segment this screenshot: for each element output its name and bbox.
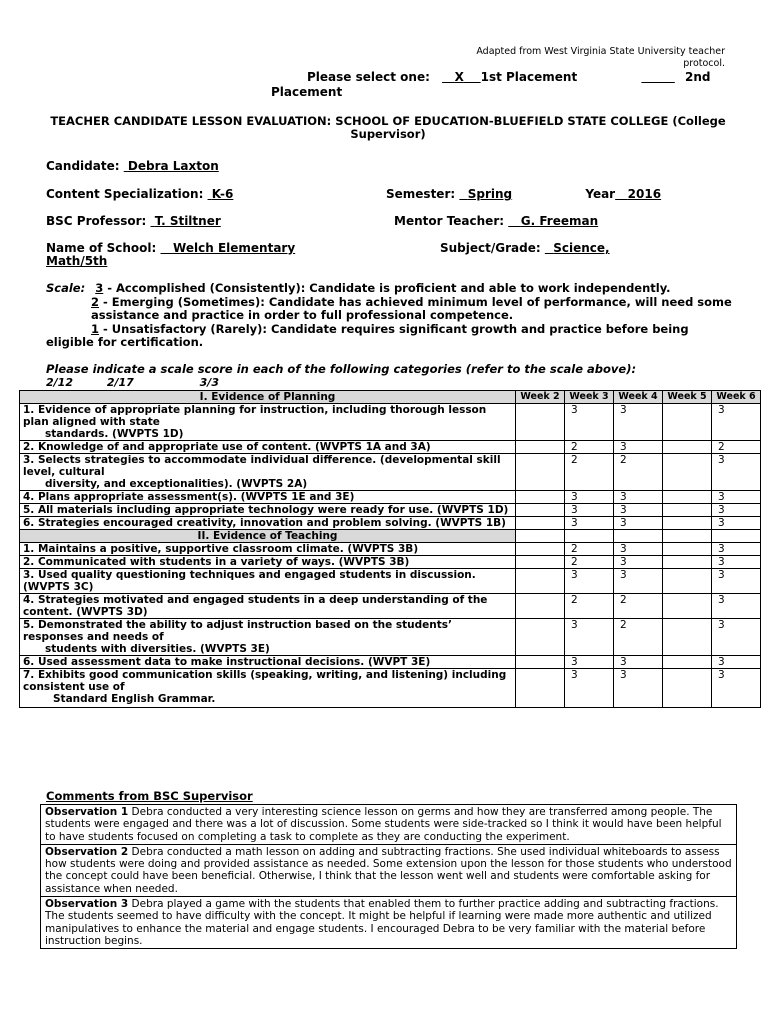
score-cell[interactable] bbox=[663, 594, 712, 619]
select-label: Please select one: bbox=[307, 70, 430, 84]
score-cell[interactable]: 3 bbox=[712, 504, 761, 517]
score-cell[interactable] bbox=[516, 656, 565, 669]
score-cell[interactable] bbox=[663, 619, 712, 656]
scale-3-text: - Accomplished (Consistently): Candidate is proficient and able to work independently. bbox=[103, 281, 671, 295]
score-cell[interactable] bbox=[516, 569, 565, 594]
score-cell[interactable] bbox=[516, 404, 565, 441]
score-cell[interactable]: 3 bbox=[614, 441, 663, 454]
scale-2-line-2: assistance and practice in order to full professional competence. bbox=[91, 308, 514, 322]
score-cell[interactable] bbox=[663, 517, 712, 530]
second-placement-mark[interactable] bbox=[581, 70, 674, 84]
score-cell[interactable]: 3 bbox=[614, 491, 663, 504]
score-cell[interactable]: 3 bbox=[712, 517, 761, 530]
school-field[interactable]: Welch Elementary bbox=[173, 241, 296, 255]
form-title: TEACHER CANDIDATE LESSON EVALUATION: SCHOOL OF EDUCATION-BLUEFIELD STATE COLLEGE (College Supervisor) bbox=[50, 114, 726, 141]
score-cell[interactable]: 3 bbox=[565, 619, 614, 656]
content-field[interactable]: K-6 bbox=[211, 187, 234, 201]
observation-2-comment[interactable]: Observation 2 Debra conducted a math lesson on adding and subtracting fractions. She used individual whiteboards to assess how students were doing and provided assistance as needed. Some extension upon the lesson for those students who understood the concept could have been beneficial. Otherwise, I think that the lesson went well and students were comfortable asking for assistance when needed. bbox=[41, 844, 737, 896]
score-cell[interactable]: 3 bbox=[712, 543, 761, 556]
observation-1-comment[interactable]: Observation 1 Debra conducted a very interesting science lesson on germs and how they are transferred among people. The students were engaged and there was a lot of discussion. Some students were side-tracked so I think it would have been helpful to have students focused on completing a task to complete as they are conducting the experiment. bbox=[41, 805, 737, 845]
first-placement-mark[interactable]: X bbox=[454, 70, 464, 84]
score-cell[interactable]: 3 bbox=[565, 669, 614, 708]
observation-3-comment[interactable]: Observation 3 Debra played a game with the students that enabled them to further practice adding and subtracting fractions. The students seemed to have difficulty with the concept. It might be helpful if learning were made more authentic and utilized manipulatives to enhance the material and engage students. I encouraged Debra to be very familiar with the material before instruction begins. bbox=[41, 897, 737, 949]
score-cell[interactable] bbox=[516, 594, 565, 619]
observation-row bbox=[41, 805, 737, 845]
score-cell[interactable]: 3 bbox=[614, 504, 663, 517]
subject-row-continued bbox=[46, 254, 194, 268]
instructions-text: Please indicate a scale score in each of the following categories (refer to the scale above): bbox=[46, 362, 637, 376]
score-cell[interactable]: 3 bbox=[565, 491, 614, 504]
week-2-header: Week 2 bbox=[516, 391, 565, 404]
score-cell[interactable]: 3 bbox=[712, 491, 761, 504]
score-cell[interactable] bbox=[516, 491, 565, 504]
table-row: 1. Maintains a positive, supportive classroom climate. (WVPTS 3B) 2 3 3 bbox=[20, 543, 761, 556]
table-row: 7. Exhibits good communication skills (speaking, writing, and listening) including consistent use of Standard English Grammar. 3 3 3 bbox=[20, 669, 761, 708]
week-4-header: Week 4 bbox=[614, 391, 663, 404]
professor-row bbox=[46, 214, 365, 228]
professor-field[interactable]: T. Stiltner bbox=[154, 214, 221, 228]
score-cell[interactable] bbox=[663, 404, 712, 441]
content-label: Content Specialization: bbox=[46, 187, 204, 201]
adapted-from-note bbox=[450, 46, 725, 70]
score-cell[interactable] bbox=[663, 543, 712, 556]
score-cell[interactable]: 3 bbox=[614, 404, 663, 441]
mentor-label: Mentor Teacher: bbox=[394, 214, 505, 228]
date-3: 3/3 bbox=[199, 376, 219, 389]
scale-2-line: 2 - Emerging (Sometimes): Candidate has achieved minimum level of performance, will need some bbox=[91, 294, 732, 309]
placement-selection bbox=[48, 70, 738, 100]
section-teaching-header: II. Evidence of Teaching bbox=[20, 530, 516, 543]
candidate-row bbox=[46, 159, 644, 173]
subject-field[interactable]: Science, bbox=[553, 241, 610, 255]
school-label: Name of School: bbox=[46, 241, 157, 255]
date-2: 2/17 bbox=[106, 376, 134, 389]
score-cell[interactable]: 3 bbox=[712, 454, 761, 491]
score-cell[interactable]: 2 bbox=[565, 556, 614, 569]
score-cell[interactable]: 3 bbox=[614, 556, 663, 569]
score-cell[interactable]: 3 bbox=[565, 517, 614, 530]
score-cell[interactable]: 3 bbox=[614, 543, 663, 556]
table-row: 5. All materials including appropriate technology were ready for use. (WVPTS 1D) 3 3 3 bbox=[20, 504, 761, 517]
score-cell[interactable]: 3 bbox=[565, 504, 614, 517]
adapted-line-2: protocol. bbox=[683, 58, 725, 69]
scale-1-line: 1 - Unsatisfactory (Rarely): Candidate requires significant growth and practice before being bbox=[91, 321, 689, 336]
score-cell[interactable]: 3 bbox=[712, 569, 761, 594]
score-cell[interactable] bbox=[663, 556, 712, 569]
subject-row bbox=[440, 241, 615, 255]
score-cell[interactable] bbox=[516, 517, 565, 530]
semester-label: Semester: bbox=[386, 187, 456, 201]
score-cell[interactable]: 2 bbox=[565, 594, 614, 619]
scale-label: Scale: bbox=[46, 281, 86, 295]
table-row: 3. Used quality questioning techniques and engaged students in discussion. (WVPTS 3C) 3 3 3 bbox=[20, 569, 761, 594]
table-row: 6. Used assessment data to make instructional decisions. (WVPT 3E) 3 3 3 bbox=[20, 656, 761, 669]
mentor-field[interactable]: G. Freeman bbox=[520, 214, 599, 228]
score-cell[interactable]: 3 bbox=[712, 404, 761, 441]
subject-label: Subject/Grade: bbox=[440, 241, 541, 255]
score-cell[interactable] bbox=[516, 454, 565, 491]
score-cell[interactable]: 3 bbox=[614, 569, 663, 594]
placement-word: Placement bbox=[271, 85, 343, 99]
score-cell[interactable] bbox=[663, 504, 712, 517]
score-cell[interactable]: 3 bbox=[712, 669, 761, 708]
content-specialization-row bbox=[46, 187, 356, 201]
scale-1-line-2: eligible for certification. bbox=[46, 335, 204, 349]
section-planning-header: I. Evidence of Planning bbox=[20, 391, 516, 404]
table-row: 3. Selects strategies to accommodate individual difference. (developmental skill level, cultural diversity, and exceptionalities). (WVPTS 2A) 2 2 3 bbox=[20, 454, 761, 491]
school-row bbox=[46, 241, 415, 255]
week-6-header: Week 6 bbox=[712, 391, 761, 404]
score-cell[interactable]: 3 bbox=[614, 517, 663, 530]
score-cell[interactable] bbox=[663, 441, 712, 454]
observation-dates bbox=[46, 376, 219, 389]
candidate-field[interactable]: Debra Laxton bbox=[127, 159, 219, 173]
score-cell[interactable] bbox=[516, 504, 565, 517]
score-cell[interactable]: 2 bbox=[565, 454, 614, 491]
week-3-header: Week 3 bbox=[565, 391, 614, 404]
score-cell[interactable]: 2 bbox=[712, 441, 761, 454]
score-cell[interactable]: 3 bbox=[614, 669, 663, 708]
date-1: 2/12 bbox=[46, 376, 73, 389]
score-cell[interactable]: 2 bbox=[565, 441, 614, 454]
table-row: 2. Communicated with students in a variety of ways. (WVPTS 3B) 2 3 3 bbox=[20, 556, 761, 569]
score-cell[interactable] bbox=[663, 669, 712, 708]
score-cell[interactable] bbox=[516, 556, 565, 569]
score-cell[interactable]: 3 bbox=[565, 656, 614, 669]
score-cell[interactable] bbox=[663, 491, 712, 504]
year-field[interactable]: 2016 bbox=[627, 187, 662, 201]
week-5-header: Week 5 bbox=[663, 391, 712, 404]
score-cell[interactable]: 2 bbox=[614, 619, 663, 656]
table-row: 2. Knowledge of and appropriate use of content. (WVPTS 1A and 3A) 2 3 2 bbox=[20, 441, 761, 454]
score-cell[interactable] bbox=[663, 569, 712, 594]
professor-label: BSC Professor: bbox=[46, 214, 147, 228]
score-cell[interactable]: 3 bbox=[712, 619, 761, 656]
table-row: 5. Demonstrated the ability to adjust instruction based on the students’ responses and needs of students with diversities. (WVPTS 3E) 3 2 3 bbox=[20, 619, 761, 656]
table-header-row bbox=[20, 391, 761, 404]
observation-row bbox=[41, 897, 737, 949]
table-row: 4. Strategies motivated and engaged students in a deep understanding of the content. (WVPTS 3D) 2 2 3 bbox=[20, 594, 761, 619]
score-cell[interactable]: 3 bbox=[712, 656, 761, 669]
second-placement-label: 2nd bbox=[685, 70, 711, 84]
evaluation-table bbox=[19, 390, 761, 708]
score-cell[interactable] bbox=[663, 656, 712, 669]
table-row: 4. Plans appropriate assessment(s). (WVPTS 1E and 3E) 3 3 3 bbox=[20, 491, 761, 504]
semester-field[interactable]: Spring bbox=[467, 187, 513, 201]
comments-heading: Comments from BSC Supervisor bbox=[46, 789, 253, 803]
score-cell[interactable] bbox=[516, 669, 565, 708]
score-cell[interactable]: 2 bbox=[614, 454, 663, 491]
score-cell[interactable]: 3 bbox=[614, 656, 663, 669]
mentor-row bbox=[394, 214, 704, 228]
score-cell[interactable]: 3 bbox=[565, 569, 614, 594]
subject-field-continued[interactable]: Math/5th bbox=[46, 254, 108, 268]
table-row: 1. Evidence of appropriate planning for instruction, including thorough lesson plan aligned with state standards. (WVPTS 1D) 3 3 3 bbox=[20, 404, 761, 441]
score-cell[interactable]: 3 bbox=[712, 556, 761, 569]
adapted-line-1: Adapted from West Virginia State University teacher bbox=[476, 46, 725, 57]
observation-row bbox=[41, 844, 737, 896]
comments-table bbox=[40, 804, 737, 949]
score-cell[interactable]: 3 bbox=[712, 594, 761, 619]
scale-legend bbox=[46, 282, 736, 350]
scale-3-number: 3 bbox=[95, 281, 104, 295]
candidate-label: Candidate: bbox=[46, 159, 120, 173]
first-placement-label: 1st Placement bbox=[480, 70, 578, 84]
score-cell[interactable]: 2 bbox=[614, 594, 663, 619]
section-teaching-row bbox=[20, 530, 761, 543]
score-cell[interactable]: 2 bbox=[565, 543, 614, 556]
table-row: 6. Strategies encouraged creativity, innovation and problem solving. (WVPTS 1B) 3 3 3 bbox=[20, 517, 761, 530]
score-cell[interactable] bbox=[516, 543, 565, 556]
score-cell[interactable] bbox=[516, 441, 565, 454]
score-cell[interactable]: 3 bbox=[565, 404, 614, 441]
score-cell[interactable] bbox=[516, 619, 565, 656]
score-cell[interactable] bbox=[663, 454, 712, 491]
semester-row bbox=[386, 187, 691, 201]
year-label: Year bbox=[585, 187, 616, 201]
